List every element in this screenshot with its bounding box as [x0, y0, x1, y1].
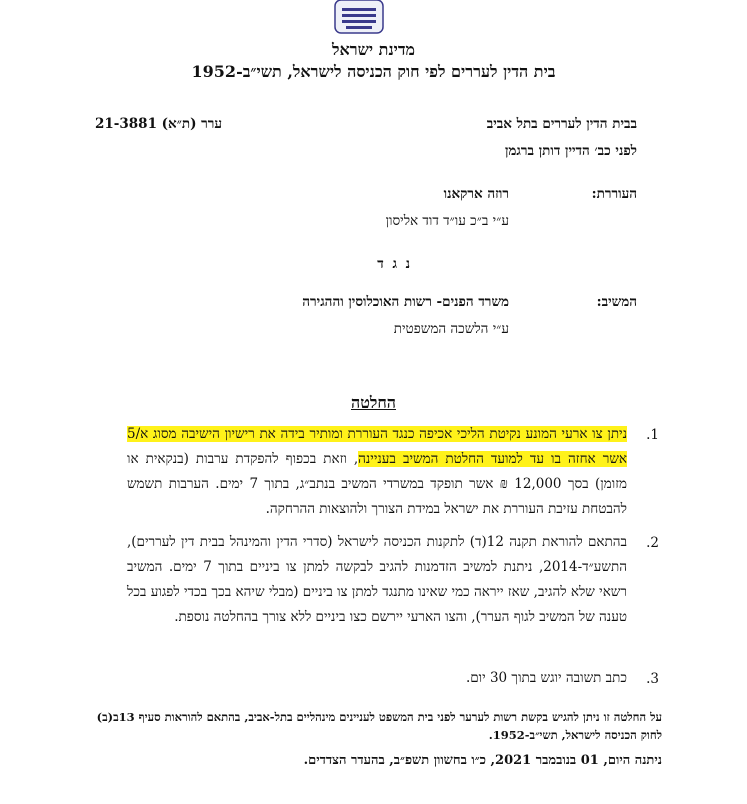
- given-date: ניתנה היום, 01 בנובמבר 2021, כ״ו בחשוון תשפ״ב, בהעדר הצדדים.: [303, 753, 662, 768]
- versus-label: נ ג ד: [377, 256, 412, 272]
- decision-title: החלטה: [350, 393, 397, 412]
- judge-line: לפני כב׳ הדיין דותן ברגמן: [504, 143, 637, 159]
- respondent-label: המשיב:: [596, 294, 637, 310]
- state-title: מדינת ישראל: [331, 40, 416, 59]
- item-1-rest: , וזאת בכפוף להפקדת ערבות (בנקאית או מזומן) בסך 12,000 ₪ אשר תופקד במשרדי המשיב בנתב״ג, בתוך 7 ימים. הערבות תשמש להבטחת עזיבת העוררת את ישראל במידת הצורך ולהוצאות ההרחקה.: [127, 451, 627, 517]
- decision-item-2: בהתאם להוראת תקנה 12(ד) לתקנות הכניסה לישראל (סדרי הדין והמינהל בבית דין לעררים), התשע״ד-2014, ניתנת למשיב הזדמנות להגיב לבקשה למתן צו ביניים בתוך 7 ימים. המשיב רשאי שלא להגיב, שאז ייראה כמי שאינו מתנגד למתן צו ביניים (מבלי שיהא בכך בכדי לפגוע בכל טענה של המשיב לגוף הערר), והצו הארעי יירשם כצו ביניים ללא צורך בהחלטה נוספת.: [127, 534, 627, 625]
- decision-item-1: [127, 422, 627, 522]
- case-number: ערר (ת״א) 21-3881: [95, 116, 223, 132]
- state-emblem-icon: [334, 0, 384, 34]
- respondent-counsel: ע״י הלשכה המשפטית: [393, 321, 509, 337]
- decision-item-3: כתב תשובה יוגש בתוך 30 יום.: [465, 670, 627, 686]
- highlighted-text: ניתן צו ארעי המונע נקיטת הליכי אכיפה כנגד העוררת ומותיר בידה את רישיון הישיבה מסוג א/5 אשר אחזה בו עד למועד החלטת המשיב בעניינה: [127, 426, 628, 467]
- court-location: בבית הדין לעררים בתל אביב: [486, 116, 637, 132]
- appellant-name: רוזה ארקאנו: [443, 186, 509, 202]
- court-title: בית הדין לעררים לפי חוק הכניסה לישראל, תשי״ב-1952: [191, 62, 556, 81]
- respondent-name: משרד הפנים- רשות האוכלוסין וההגירה: [302, 294, 509, 310]
- appeal-note: על החלטה זו ניתן להגיש בקשת רשות לערער לפני בית המשפט לעניינים מינהליים בתל-אביב, בהתאם להוראות סעיף 13ב(ב) לחוק הכניסה לישראל, תשי״ב-1952.: [96, 710, 662, 742]
- item-number-2: 2.: [646, 535, 659, 551]
- item-number-3: 3.: [646, 671, 659, 687]
- appellant-counsel: ע״י ב״כ עו״ד דוד אליסון: [385, 213, 509, 229]
- item-number-1: 1.: [646, 427, 659, 443]
- appellant-label: העוררת:: [591, 186, 637, 202]
